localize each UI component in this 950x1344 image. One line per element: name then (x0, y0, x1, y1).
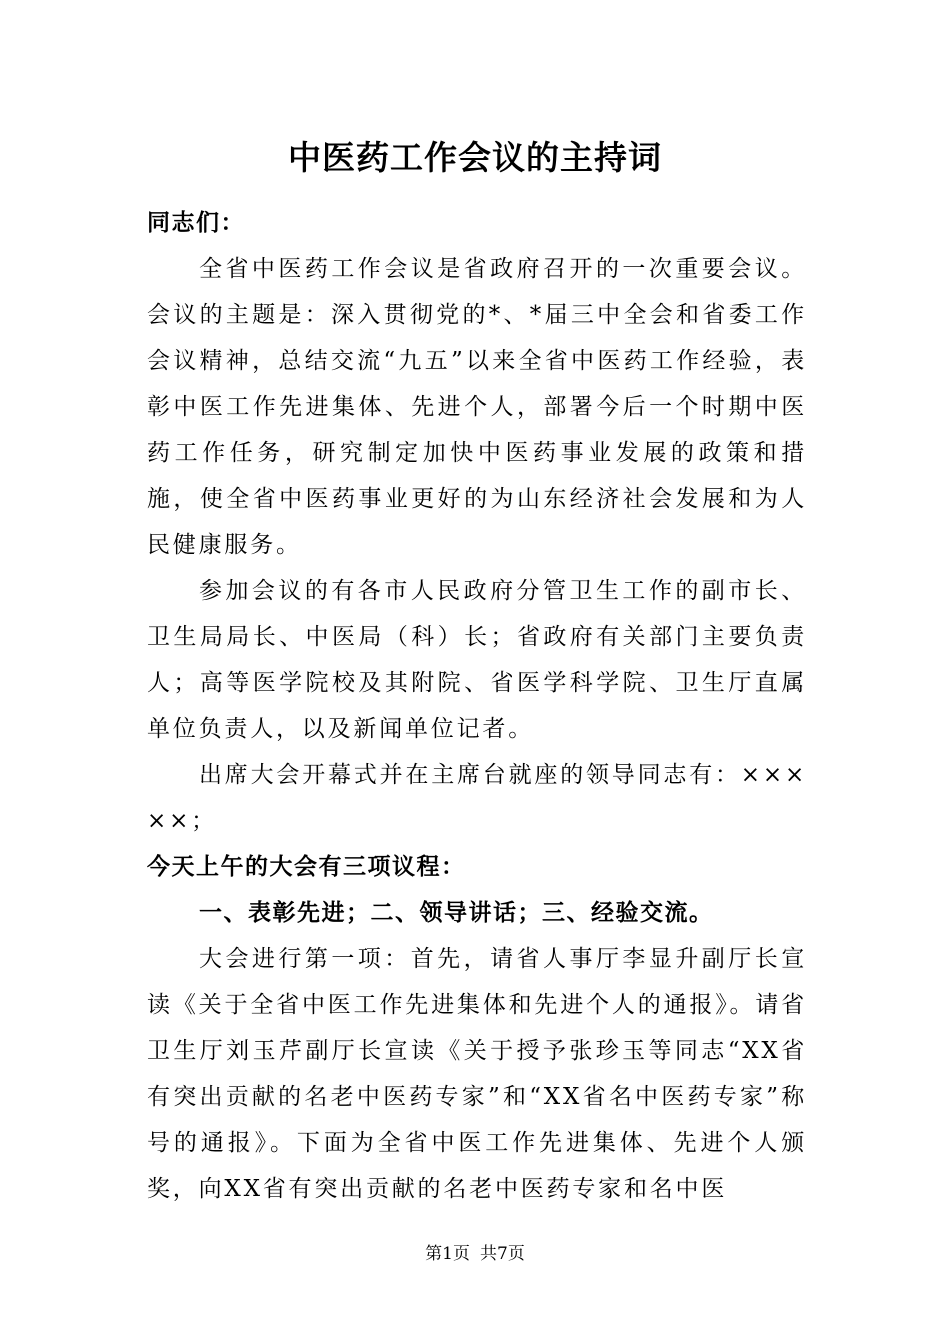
page-total: 共7页 (480, 1244, 525, 1264)
page-footer (0, 1242, 950, 1266)
paragraph-agenda-first-item: 大会进行第一项：首先，请省人事厅李显升副厅长宣读《关于全省中医工作先进集体和先进个人的通报》。请省卫生厅刘玉芹副厅长宣读《关于授予张珍玉等同志“XX省有突出贡献的名老中医药专家”和“XX省名中医药专家”称号的通报》。下面为全省中医工作先进集体、先进个人颁奖，向XX省有突出贡献的名老中医药专家和名中医 (147, 946, 807, 1202)
page-number: 第1页 (425, 1244, 470, 1264)
agenda-heading: 今天上午的大会有三项议程： (147, 854, 466, 880)
paragraph-meeting-theme: 全省中医药工作会议是省政府召开的一次重要会议。会议的主题是：深入贯彻党的*、*届三中全会和省委工作会议精神，总结交流“九五”以来全省中医药工作经验，表彰中医工作先进集体、先进个人，部署今后一个时期中医药工作任务，研究制定加快中医药事业发展的政策和措施，使全省中医药事业更好的为山东经济社会发展和为人民健康服务。 (147, 256, 807, 558)
agenda-items: 一、表彰先进；二、领导讲话；三、经验交流。 (199, 900, 714, 926)
paragraph-leaders-present: 出席大会开幕式并在主席台就座的领导同志有：×××××； (147, 762, 808, 834)
document-body (147, 200, 807, 1212)
salutation: 同志们： (147, 210, 245, 236)
paragraph-attendees: 参加会议的有各市人民政府分管卫生工作的副市长、卫生局局长、中医局（科）长；省政府有关部门主要负责人；高等医学院校及其附院、省医学科学院、卫生厅直属单位负责人，以及新闻单位记者。 (147, 578, 807, 742)
document-title: 中医药工作会议的主持词 (288, 138, 662, 177)
